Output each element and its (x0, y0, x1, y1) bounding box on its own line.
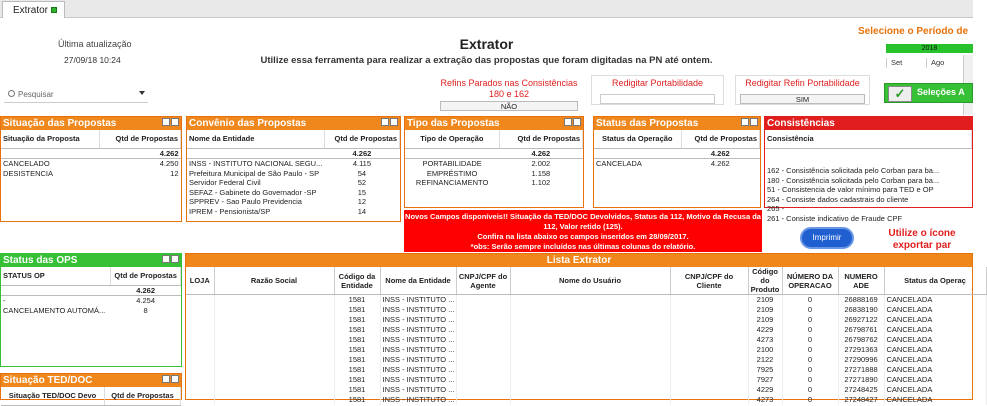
col-consistencia[interactable]: Consistência (765, 130, 972, 148)
table-cell (214, 335, 334, 345)
table-row[interactable]: CANCELADA 4.262 (596, 159, 730, 168)
table-cell (214, 305, 334, 315)
table-cell: CANCELADA (884, 385, 986, 395)
table-cell (456, 375, 510, 385)
maximize-icon[interactable] (750, 118, 758, 126)
table-cell (456, 305, 510, 315)
export-icon[interactable] (162, 118, 170, 126)
col-nome-usuario[interactable]: Nome do Usuário (510, 267, 670, 295)
ops-panel (0, 253, 182, 367)
table-cell (186, 345, 214, 355)
status-prop-title: Status das Propostas (594, 117, 760, 130)
table-cell (510, 305, 670, 315)
table-cell (214, 365, 334, 375)
table-cell (456, 295, 510, 305)
table-cell: 4229 (748, 385, 782, 395)
col-cod-produto[interactable]: Código do Produto (748, 267, 782, 295)
lista-extrator-panel (185, 253, 973, 404)
table-cell (510, 325, 670, 335)
tab-extrator[interactable] (2, 1, 65, 18)
table-cell: CANCELADA (884, 365, 986, 375)
table-cell: 4229 (748, 325, 782, 335)
table-cell (214, 385, 334, 395)
table-cell (670, 385, 748, 395)
export-icon[interactable] (381, 118, 389, 126)
table-cell: INSS - INSTITUTO ... (380, 335, 456, 345)
table-row[interactable] (186, 325, 986, 335)
maximize-icon[interactable] (573, 118, 581, 126)
table-cell (670, 305, 748, 315)
table-row[interactable]: INSS - INSTITUTO NACIONAL SEGU... 4.115 (189, 159, 372, 168)
table-cell (510, 365, 670, 375)
table-cell (510, 335, 670, 345)
table-cell (510, 315, 670, 325)
table-cell: 27248427 (838, 395, 884, 405)
table-cell: 27271890 (838, 375, 884, 385)
col-cnpj-agente[interactable]: CNPJ/CPF do Agente (456, 267, 510, 295)
table-cell: 0 (782, 395, 838, 405)
tab-extrator-label: Extrator (13, 5, 49, 16)
table-cell: CANCELADA (884, 395, 986, 405)
table-cell (510, 395, 670, 405)
table-cell: 1581 (334, 365, 380, 375)
panel-tools (161, 255, 179, 266)
table-cell: CANCELADA (884, 315, 986, 325)
table-cell: INSS - INSTITUTO ... (380, 325, 456, 335)
table-cell (670, 295, 748, 305)
table-cell: INSS - INSTITUTO ... (380, 315, 456, 325)
refin-port-label: Redigitar Refin Portabilidade (745, 78, 860, 88)
maximize-icon[interactable] (171, 118, 179, 126)
table-cell: 26838190 (838, 305, 884, 315)
table-cell (186, 365, 214, 375)
notice-line2: Confira na lista abaixo os campos inseridos em 28/09/2017. (477, 232, 689, 241)
table-cell (186, 335, 214, 345)
table-cell: 4273 (748, 395, 782, 405)
refins-select[interactable]: NÃO (440, 101, 578, 111)
export-icon[interactable] (162, 375, 170, 383)
table-cell (456, 355, 510, 365)
refins-label: Refins Parados nas Consistências 180 e 162 (440, 78, 578, 99)
table-cell (214, 295, 334, 305)
table-cell: CANCELADA (884, 295, 986, 305)
col-entidade[interactable]: Nome da Entidade (187, 130, 324, 148)
maximize-icon[interactable] (171, 375, 179, 383)
table-row[interactable]: REFINANCIAMENTO 1.102 (415, 178, 551, 187)
month-ago[interactable]: Ago (926, 58, 962, 68)
table-cell (214, 355, 334, 365)
situacao-panel (0, 116, 182, 222)
selections-label: Seleções A (917, 87, 965, 97)
table-cell (186, 395, 214, 405)
table-row[interactable] (186, 365, 986, 375)
table-cell: INSS - INSTITUTO ... (380, 375, 456, 385)
table-cell: 27271888 (838, 365, 884, 375)
ted-title: Situação TED/DOC (1, 374, 181, 387)
table-row[interactable]: - 4.254 (3, 296, 156, 305)
period-title: Selecione o Período de (858, 26, 969, 37)
table-cell: 0 (782, 295, 838, 305)
total: 4.262 (99, 148, 181, 159)
table-cell (670, 375, 748, 385)
last-update-value: 27/09/18 10:24 (64, 55, 121, 65)
tipo-title: Tipo das Propostas (405, 117, 583, 130)
table-cell: 0 (782, 355, 838, 365)
panel-tools (161, 375, 179, 386)
search-placeholder: Pesquisar (18, 90, 54, 99)
col-qtd[interactable]: Qtd de Propostas (499, 130, 582, 148)
table-cell: 1581 (334, 395, 380, 405)
table-row[interactable] (186, 295, 986, 305)
table-cell: 26888169 (838, 295, 884, 305)
table-row[interactable] (186, 385, 986, 395)
table-cell (456, 315, 510, 325)
export-icon[interactable] (741, 118, 749, 126)
panel-tools (161, 118, 179, 129)
table-cell: 2122 (748, 355, 782, 365)
table-row[interactable]: PORTABILIDADE 2.002 (422, 159, 551, 168)
table-row[interactable]: 264 - Consiste dados cadastrais do cliente (767, 194, 909, 204)
chevron-down-icon (139, 91, 145, 95)
col-qtd[interactable]: Qtd de Propostas (111, 267, 181, 285)
total: 4.262 (111, 285, 181, 296)
table-cell (670, 325, 748, 335)
maximize-icon[interactable] (390, 118, 398, 126)
table-cell (670, 395, 748, 405)
table-cell: 27248425 (838, 385, 884, 395)
table-cell: 1581 (334, 315, 380, 325)
total: 4.262 (324, 148, 399, 159)
col-status[interactable]: Status da Operação (594, 130, 681, 148)
table-row[interactable]: CANCELADO 4.250 (3, 159, 179, 168)
table-cell: 7927 (748, 375, 782, 385)
table-cell (214, 315, 334, 325)
table-cell: 1581 (334, 335, 380, 345)
table-cell: 26798762 (838, 335, 884, 345)
table-cell (456, 325, 510, 335)
table-row[interactable]: 180 - Consistência solicitada pelo Corban para ba... (767, 175, 940, 185)
lista-title: Lista Extrator (186, 254, 972, 267)
port-select[interactable] (600, 94, 715, 104)
convenio-panel (186, 116, 401, 222)
maximize-icon[interactable] (171, 255, 179, 263)
table-cell: CANCELADA (884, 335, 986, 345)
status-dot-icon (51, 7, 57, 13)
last-update-label: Última atualização (58, 39, 132, 49)
export-icon[interactable] (162, 255, 170, 263)
table-row[interactable] (186, 305, 986, 315)
table-cell: INSS - INSTITUTO ... (380, 365, 456, 375)
table-cell (214, 375, 334, 385)
notice-line1: Novos Campos disponíveis!! Situação da TED/DOC Devolvidos, Status da 112, Motivo da Recusa da 112, Valor retido (125). (405, 212, 761, 231)
table-cell (510, 355, 670, 365)
table-cell: 27291363 (838, 345, 884, 355)
table-cell (456, 385, 510, 395)
table-cell: CANCELADA (884, 355, 986, 365)
table-cell: 2109 (748, 305, 782, 315)
check-icon: ✓ (888, 86, 912, 102)
print-button[interactable]: Imprimir (800, 227, 854, 249)
month-set[interactable]: Set (886, 58, 926, 68)
table-cell: 0 (782, 385, 838, 395)
table-cell: 0 (782, 335, 838, 345)
table-cell (510, 375, 670, 385)
ops-title: Status das OPS (1, 254, 181, 267)
table-cell (510, 345, 670, 355)
table-row[interactable]: 265 - (767, 204, 785, 213)
table-cell (670, 365, 748, 375)
table-cell: 0 (782, 325, 838, 335)
table-cell (456, 335, 510, 345)
table-cell: 26798761 (838, 325, 884, 335)
table-cell: 1581 (334, 295, 380, 305)
table-cell: 2100 (748, 345, 782, 355)
search-box[interactable] (4, 87, 148, 103)
table-cell (186, 355, 214, 365)
page-title: Extrator (459, 36, 514, 52)
table-row[interactable]: DESISTENCIA 12 (3, 168, 179, 178)
table-row[interactable]: CANCELAMENTO AUTOMÁ... 8 (3, 305, 148, 315)
table-row[interactable]: SPPREV - Sao Paulo Previdencia 12 (189, 197, 367, 206)
table-cell (186, 305, 214, 315)
table-row[interactable]: 261 - Consiste indicativo de Fraude CPF (767, 213, 903, 223)
table-cell: 1581 (334, 345, 380, 355)
table-cell: INSS - INSTITUTO ... (380, 345, 456, 355)
table-row[interactable]: Servidor Federal Civil 52 (189, 178, 367, 187)
table-cell (670, 345, 748, 355)
table-row[interactable] (186, 355, 986, 365)
table-row[interactable]: EMPRÉSTIMO 1.158 (426, 168, 551, 178)
col-status-op[interactable]: STATUS OP (1, 267, 111, 285)
col-situacao[interactable]: Situação da Proposta (1, 130, 99, 148)
export-icon[interactable] (564, 118, 572, 126)
table-row[interactable] (186, 335, 986, 345)
table-row[interactable] (186, 345, 986, 355)
col-tipo[interactable]: Tipo de Operação (405, 130, 499, 148)
sheet-tab-bar (0, 0, 973, 18)
table-row[interactable] (186, 315, 986, 325)
col-num-operacao[interactable]: NÚMERO DA OPERACAO (782, 267, 838, 295)
table-cell: 27290996 (838, 355, 884, 365)
table-cell: 0 (782, 315, 838, 325)
notice-box (404, 210, 762, 252)
table-cell: CANCELADA (884, 375, 986, 385)
table-cell: 4273 (748, 335, 782, 345)
table-row[interactable]: Prefeitura Municipal de São Paulo - SP 54 (189, 168, 367, 178)
tipo-panel (404, 116, 584, 208)
table-cell (186, 385, 214, 395)
col-qtd[interactable]: Qtd de Propostas (681, 130, 759, 148)
table-cell: 1581 (334, 325, 380, 335)
search-icon (8, 90, 15, 97)
export-hint: Utilize o ícone exportar par (888, 228, 956, 251)
panel-tools (740, 118, 758, 129)
table-cell (186, 295, 214, 305)
table-cell: INSS - INSTITUTO ... (380, 295, 456, 305)
table-cell (456, 395, 510, 405)
page-subtitle: Utilize essa ferramenta para realizar a extração das propostas que foram digitadas na PN até ontem. (260, 55, 713, 66)
table-cell (670, 335, 748, 345)
table-cell (456, 345, 510, 355)
table-row[interactable]: IPREM - Pensionista/SP 14 (189, 206, 367, 216)
situacao-title: Situação das Propostas (1, 117, 181, 130)
table-cell (186, 325, 214, 335)
consistencias-panel (764, 116, 973, 223)
table-row[interactable]: 162 - Consistência solicitada pelo Corban para ba... (767, 166, 940, 175)
table-cell (186, 315, 214, 325)
table-cell: INSS - INSTITUTO ... (380, 395, 456, 405)
col-qtd[interactable]: Qtd de Propostas (324, 130, 399, 148)
table-cell: 26927122 (838, 315, 884, 325)
table-cell: 7925 (748, 365, 782, 375)
table-cell: INSS - INSTITUTO ... (380, 385, 456, 395)
convenio-title: Convênio das Propostas (187, 117, 400, 130)
total: 4.262 (499, 148, 582, 159)
col-status-op[interactable]: Status da Operaç (884, 267, 986, 295)
table-cell (670, 355, 748, 365)
table-cell (214, 345, 334, 355)
notice-line3: *obs: Serão sempre incluídos nas últimas colunas do relatório. (470, 242, 696, 251)
table-cell (510, 385, 670, 395)
table-cell: 0 (782, 375, 838, 385)
consist-title: Consistências (765, 117, 972, 130)
table-cell: 1581 (334, 355, 380, 365)
table-cell: 0 (782, 345, 838, 355)
col-cnpj-cliente[interactable]: CNPJ/CPF do Cliente (670, 267, 748, 295)
table-cell (214, 395, 334, 405)
refin-port-select[interactable]: SIM (740, 94, 865, 104)
col-ted[interactable]: Situação TED/DOC Devo (1, 387, 105, 405)
year-selector[interactable]: 2018 (886, 44, 973, 53)
table-cell: 1581 (334, 305, 380, 315)
ted-panel (0, 373, 182, 400)
panel-tools (563, 118, 581, 129)
col-qtd[interactable]: Qtd de Propostas (99, 130, 181, 148)
table-cell: 2109 (748, 315, 782, 325)
table-cell (186, 375, 214, 385)
table-cell: CANCELADA (884, 325, 986, 335)
selections-button[interactable] (884, 83, 973, 103)
table-cell: CANCELADA (884, 305, 986, 315)
panel-tools (380, 118, 398, 129)
table-cell (510, 295, 670, 305)
col-loja[interactable]: LOJA (186, 267, 214, 295)
table-row[interactable] (186, 375, 986, 385)
table-cell: 0 (782, 305, 838, 315)
col-qtd[interactable]: Qtd de Propostas (105, 387, 181, 405)
table-cell: INSS - INSTITUTO ... (380, 305, 456, 315)
table-cell: CANCELADA (884, 345, 986, 355)
table-row[interactable] (186, 395, 986, 405)
table-cell: INSS - INSTITUTO ... (380, 355, 456, 365)
table-cell (214, 325, 334, 335)
table-cell (456, 365, 510, 375)
col-cod-entidade[interactable]: Código da Entidade (334, 267, 380, 295)
total: 4.262 (681, 148, 759, 159)
table-cell: 2109 (748, 295, 782, 305)
status-propostas-panel (593, 116, 761, 208)
table-cell: 0 (782, 365, 838, 375)
port-label: Redigitar Portabilidade (611, 78, 704, 88)
col-num-ade[interactable]: NUMERO ADE (838, 267, 884, 295)
table-cell (670, 315, 748, 325)
table-row[interactable]: 51 - Consistencia de valor mínimo para TED e OP (767, 185, 934, 194)
col-razao[interactable]: Razão Social (214, 267, 334, 295)
col-nome-entidade[interactable]: Nome da Entidade (380, 267, 456, 295)
table-row[interactable]: SEFAZ - Gabinete do Governador -SP 15 (189, 187, 367, 197)
table-cell: 1581 (334, 385, 380, 395)
table-cell: 1581 (334, 375, 380, 385)
